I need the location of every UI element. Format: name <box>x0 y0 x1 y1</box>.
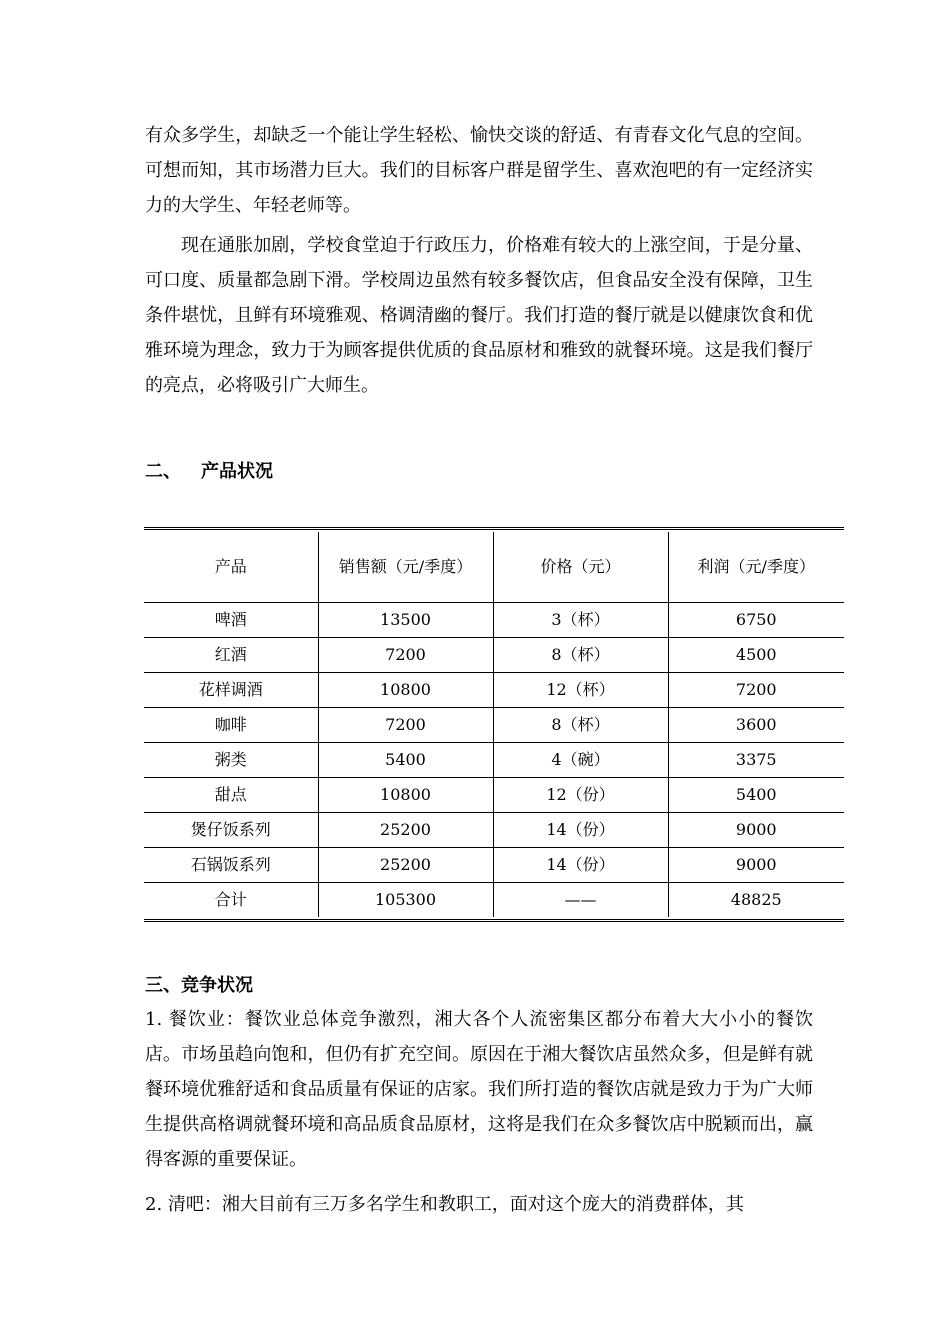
table-total-row <box>144 883 844 918</box>
cell-sales: 25200 <box>318 848 493 883</box>
cell-price: —— <box>493 883 668 918</box>
cell-price: 14（份） <box>493 848 668 883</box>
section-2-title: 产品状况 <box>201 461 273 482</box>
cell-product: 粥类 <box>144 743 318 778</box>
product-table-frame <box>144 527 844 922</box>
cell-profit: 9000 <box>668 848 844 883</box>
cell-sales: 105300 <box>318 883 493 918</box>
cell-price: 12（份） <box>493 778 668 813</box>
cell-price: 3（杯） <box>493 603 668 638</box>
competition-item-2: 2. 清吧：湘大目前有三万多名学生和教职工，面对这个庞大的消费群体，其 <box>145 1194 744 1215</box>
cell-product: 石锅饭系列 <box>144 848 318 883</box>
table-row <box>144 743 844 778</box>
table-row <box>144 778 844 813</box>
intro-paragraph-1: 有众多学生，却缺乏一个能让学生轻松、愉快交谈的舒适、有青春文化气息的空间。可想而知，其市场潜力巨大。我们的目标客户群是留学生、喜欢泡吧的有一定经济实力的大学生、年轻老师等。 <box>145 125 813 216</box>
cell-profit: 5400 <box>668 778 844 813</box>
header-profit: 利润（元/季度） <box>668 532 844 603</box>
table-row <box>144 673 844 708</box>
cell-sales: 7200 <box>318 708 493 743</box>
cell-product: 煲仔饭系列 <box>144 813 318 848</box>
section-2-heading <box>145 460 273 484</box>
table-row <box>144 813 844 848</box>
table-row <box>144 708 844 743</box>
cell-product: 合计 <box>144 883 318 918</box>
cell-profit: 3375 <box>668 743 844 778</box>
cell-profit: 6750 <box>668 603 844 638</box>
header-sales: 销售额（元/季度） <box>318 532 493 603</box>
cell-profit: 7200 <box>668 673 844 708</box>
cell-profit: 48825 <box>668 883 844 918</box>
cell-profit: 9000 <box>668 813 844 848</box>
cell-price: 12（杯） <box>493 673 668 708</box>
table-row <box>144 638 844 673</box>
section-2-number: 二、 <box>145 461 181 482</box>
cell-price: 8（杯） <box>493 638 668 673</box>
section-3-heading: 三、竞争状况 <box>145 975 253 996</box>
cell-sales: 10800 <box>318 673 493 708</box>
cell-price: 8（杯） <box>493 708 668 743</box>
cell-profit: 4500 <box>668 638 844 673</box>
cell-sales: 10800 <box>318 778 493 813</box>
cell-product: 啤酒 <box>144 603 318 638</box>
intro-paragraph-2: 现在通胀加剧，学校食堂迫于行政压力，价格难有较大的上涨空间，于是分量、可口度、质量都急剧下滑。学校周边虽然有较多餐饮店，但食品安全没有保障，卫生条件堪忧，且鲜有环境雅观、格调清幽的餐厅。我们打造的餐厅就是以健康饮食和优雅环境为理念，致力于为顾客提供优质的食品原材和雅致的就餐环境。这是我们餐厅的亮点，必将吸引广大师生。 <box>145 235 813 396</box>
cell-price: 14（份） <box>493 813 668 848</box>
cell-price: 4（碗） <box>493 743 668 778</box>
cell-sales: 5400 <box>318 743 493 778</box>
competition-item-1: 1. 餐饮业：餐饮业总体竞争激烈，湘大各个人流密集区都分布着大大小小的餐饮店。市场虽趋向饱和，但仍有扩充空间。原因在于湘大餐饮店虽然众多，但是鲜有就餐环境优雅舒适和食品质量有保证的店家。我们所打造的餐饮店就是致力于为广大师生提供高格调就餐环境和高品质食品原材，这将是我们在众多餐饮店中脱颖而出，赢得客源的重要保证。 <box>145 1009 813 1170</box>
cell-sales: 7200 <box>318 638 493 673</box>
table-row <box>144 603 844 638</box>
header-price: 价格（元） <box>493 532 668 603</box>
cell-product: 红酒 <box>144 638 318 673</box>
cell-sales: 25200 <box>318 813 493 848</box>
cell-product: 咖啡 <box>144 708 318 743</box>
table-row <box>144 848 844 883</box>
table-header-row <box>144 532 844 603</box>
product-table <box>144 532 844 917</box>
cell-profit: 3600 <box>668 708 844 743</box>
cell-sales: 13500 <box>318 603 493 638</box>
cell-product: 甜点 <box>144 778 318 813</box>
header-product: 产品 <box>144 532 318 603</box>
cell-product: 花样调酒 <box>144 673 318 708</box>
